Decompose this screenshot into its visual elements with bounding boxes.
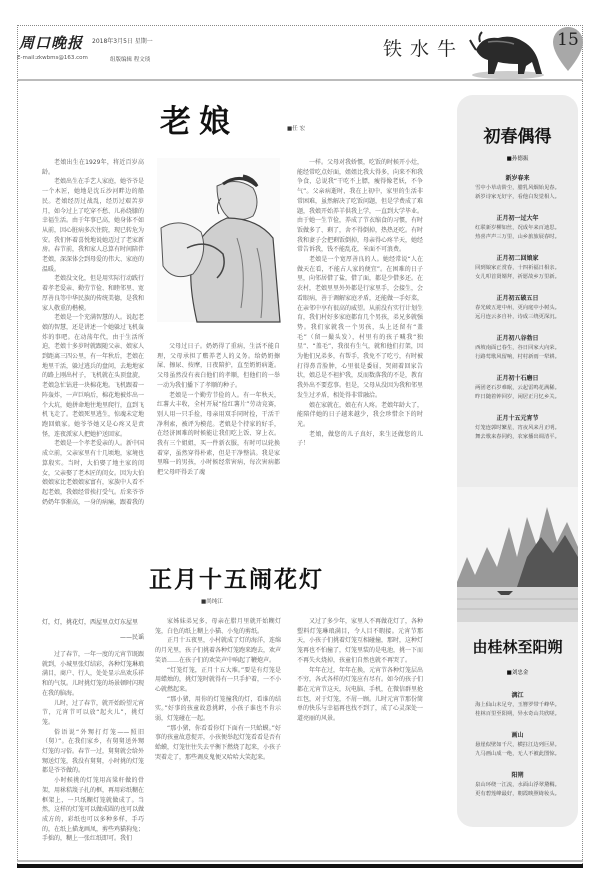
footer-rule — [17, 864, 583, 868]
paragraph: 娘在家就在，娘在有人疼。老娘年龄大了，能陪伴她的日子越来越少，我会珍惜余下的时光。 — [297, 401, 424, 428]
poem-line: 西坡南面已春生，谷日回家大向荣。 — [475, 345, 560, 351]
iron-bull-sculpture-icon — [468, 28, 548, 80]
poem-line: 舞去歌来春同约，农家播出调清平。 — [475, 433, 560, 440]
paragraph: 父母过日子。奶奶得了重病，生活不能自理，父母承担了赡养老人的义务。给奶奶擦屎、擦尿、按摩，日夜陪护，直至奶奶病逝。父母虽然没有表白他们的孝顺，但他们的一举一动为我们播下了孝顺的种子。 — [157, 343, 280, 389]
poem — [457, 293, 578, 321]
poem-set-author: ■刘忠金 — [506, 670, 529, 676]
epigraph-text: 灯，灯，挑花灯，西屋里点灯东屋里 — [42, 619, 139, 626]
poem — [457, 253, 578, 281]
poem-title: 漓江 — [511, 692, 524, 699]
paragraph: 老娘是一个孝老爱亲的人。新中国成立前，父亲家里有十几顷地，家境也算殷实。当时，大伯娶了地主家的闺女，父亲娶了老木匠的闺女。因为大伯娘娘家比老娘娘家富有，家族中人看不起老娘，我娘经常挨打受气。后来爷爷奶奶年事渐高，一身的病痛，跟着我的 — [42, 440, 145, 506]
paragraph: 老娘是一个充满智慧的人。说起老娘的智慧，还是讲述一个她躲过飞机轰炸的事吧。在动荡年代，由于生活所迫，老娘十多岁时就跟随父亲、娘家人到距离三四公里，有一年秋后，老娘在地里干活，躲过逃兵的盘问，去地地家的路上刚出村子，飞机就在头顶盘旋，老娘急忙钻进一块棉花地。飞机跟着一阵轰炸，一声巨响后，棉花地被炸出一个大坑，她拼命地往地里爬行，直到飞机飞走了。老娘死里逃生，惊魂未定地跑回娘家。她爷爷她又是心疼又是责怪，连夜派家人把她护送回家。 — [42, 314, 145, 438]
guilin-landscape-photo — [457, 487, 578, 622]
issue-date: 2018年3月5日 星期一 — [92, 38, 153, 45]
poem-title: 正月初五破五日 — [496, 295, 539, 302]
paragraph: 又过了多少年，家里人不再做花灯了，各种塑料灯笼琳琅满目，令人目不暇接。元宵节那天，小孩子们挑着灯笼互相碰撞，那时，这种灯笼再也不怕撞了，灯笼里装的是电池，挑一下而不再失火烧掉，孩童们自然也就不再哭了。 — [297, 618, 424, 664]
poem — [457, 373, 578, 401]
paragraph: 老娘出生在手艺人家庭，她爷爷是一个木匠，她地是沈丘沙河畔边的船民。老娘经历过战乱，经历过艰苦岁月，如今过上了吃穿不愁、儿孙绕膝的幸福生活。由于年事已高，她身体不如从前，因心脏病多次住院，现已转危为安。我们怀着喜悦地说她迈过了老家新房。春节前，我和家人总算有时间陪伴老娘，深深体会到母爱的伟大、家庭的温暖。 — [42, 178, 145, 273]
poem-line: 春光破五迎中州，更向庭中小树头。 — [475, 305, 560, 311]
paragraph: 过了春节，一年一度的元宵节既跟就到，小城里张灯结彩，各种灯笼琳琅满目，商户、行人，处处显示出欢乐祥和的气氛。儿时挑灯笼的场景顿时闪现在我的脑海。 — [42, 651, 145, 697]
poem-line: 红联新岁柳如丝，况成年来百迪思。 — [475, 225, 560, 231]
header-divider — [17, 79, 583, 81]
paragraph: 俗语说“外甥打灯笼——照旧（舅）”。在我们家乡，有舅舅送外甥灯笼的习俗。春节一过，舅舅就会给外甥送灯笼，我没有舅舅，小时挑的灯笼都是爷爷做的。 — [42, 728, 145, 775]
poem-line: 两团老石岁难眠，云起雷鸣花满稀。 — [475, 385, 560, 391]
paragraph: 老娘，做您的儿子真好，来生还做您的儿子！ — [297, 430, 423, 448]
article-column-3 — [297, 617, 423, 827]
paragraph: 正月十五夜里，小村就成了灯的海洋，连绵的月光里，孩子们挑着各种灯笼跑来跑去，欢声笑语……在孩子们的欢笑声中响起了鞭炮声。 — [155, 637, 282, 664]
poem-line: 女儿叩首贤婿拜，祈愿故乡万里新。 — [475, 273, 560, 280]
poem-title: 正月初一过大年 — [496, 215, 539, 222]
article-column-2 — [157, 342, 280, 502]
poem — [457, 173, 578, 201]
poem-line: 行路莺歌风留响，村村新雨一犁耕。 — [475, 353, 560, 360]
mother-sketch-illustration — [157, 158, 280, 322]
paragraph: 老娘没文化，但是用实际行动践行着孝老爱亲、勤劳节俭、和睦邻里、宽厚善良等中华民族的传统美德，是我和家人敬重的楷模。 — [42, 275, 145, 312]
contact-email: E-mail:zkwbms@163.com — [17, 55, 88, 61]
poem-title: 阳朔 — [511, 772, 524, 779]
poem-line: 远月连云多自补，诗成三绕更深沉。 — [475, 313, 560, 320]
poem — [457, 690, 578, 718]
paragraph: 家姊妹弟兄多，母亲在腊月里就开始糊灯笼，白色的纸上糊上小猫、小兔的剪纸。 — [155, 618, 281, 635]
paragraph: 小时候挑的灯笼用高粱秆做的骨架，用秫秸篾子扎的框，再用彩纸糊在框架上，一只纸糊灯笼就做成了。当然，这样的灯笼可以做成圆的也可以做成方的，彩纸也可以多种多样，手巧的，在纸上描龙画凤，剪些鸡猫狗兔；手拙的，糊上一张红纸即可。我们 — [42, 777, 145, 843]
poem-title: 新岁春来 — [505, 175, 530, 182]
paragraph: 年年在过，年年在换，元宵节各种灯笼层出不穷，各式各样的灯笼应有尽有。如今的孩子们都在元宵节这天，玩电脑、手机，在微信群里抢红包，对于灯笼，不屑一顾。儿时元宵节那份简单的快乐与幸福再也找不到了，成了心灵深处一道亮丽的风景。 — [297, 666, 424, 723]
poem-list — [457, 173, 578, 453]
poem-title: 画山 — [511, 732, 524, 739]
poem-line: 悬崖似壁如千尺，横拄江边列巨屏。 — [475, 742, 560, 748]
poem-line: 灯笼连郭时繁星，宵夜风来月正明。 — [475, 425, 560, 431]
paragraph: 老娘是一个勤劳节俭的人。有一年秋天，红薯大丰收，全村开展“捡红薯片”劳动竞赛，别人用一只手捡，母亲用双手同时捡，干活干净利索，被评为模范。老娘是个持家的好手，在经济困难的时候能让我们吃上饭、穿上衣。我有三个姐姐，买一件新衣服，有时可以轮换着穿，虽然穿得朴素，但是干净整洁。我是家里唯一的男孩，小时候经常害病，每次害病都把父母吓得丢了魂 — [157, 391, 280, 477]
layout-editor: 组版编辑 程文琰 — [110, 57, 151, 63]
footer-divider — [17, 860, 583, 862]
poem — [457, 413, 578, 441]
poem — [457, 213, 578, 241]
poem-line: 回到娘家正赏春，十四祈福日相亲。 — [475, 265, 560, 271]
page-number: 15 — [557, 30, 579, 50]
paragraph: 老娘是一个宽厚善良的人。她经常说“人在做天在看，不能占人家的便宜”。在困难的日子里，向邻居借了盐，借了面，都是少借多还。在农村，老娘里里外外都是行家里手，会接生，会看眼病，善于调解家庭矛盾，还能做一手好菜，在亲邻中享有很高的威望。从前没有实行计划生育，我们村好多家庭都育几个男孩，弟兄多就强势。我们家就我一个男孩，头上还留有“盖毛”（留一撮头发），村里有的孩子喊我“独星”、“盖毛”，我很有生气，就和他们打架，因为他们兄弟多，有帮手，我免不了吃亏，有时被打得鼻青脸肿，心里很是委屈，哭闹着回家告状，娘总是不袒护我，反而数落我的不是，教育我外出不要惹事。但是，父母从没因为我和邻里发生过矛盾，相处得非常融洽。 — [297, 256, 424, 399]
poem-line: 海上仙山未足夸，玉簪罗带千峰华。 — [475, 702, 560, 708]
newspaper-logo: 周口晚报 — [19, 34, 84, 52]
poem — [457, 770, 578, 798]
paragraph: 儿时，过了春节，就开始盼望元宵节，元宵节可以放“起火儿”，挑灯笼。 — [42, 699, 145, 726]
poem-line: 昨日随着钟回岁，闲居正月忆乡关。 — [475, 393, 560, 400]
poem-title: 正月初十石磨日 — [496, 375, 539, 382]
article-column-3 — [297, 158, 423, 498]
poem-set-title: 由桂林至阳朔 — [472, 638, 563, 656]
poem-title: 正月初八谷勃日 — [496, 335, 539, 342]
article-title: 老娘 — [160, 104, 238, 140]
article-column-2 — [155, 617, 281, 827]
poem-line: 桂林百里至阳朔，异水奇山共欣嗟。 — [475, 710, 560, 717]
poem-line: 更有碧莲峰最好，朝霞映照绮妆头。 — [475, 790, 560, 797]
poem-set-author: ■孙德振 — [506, 156, 529, 162]
paragraph: “那小猪，用你的灯笼撞我的灯，看谁的结实。”好事的孩童故意挑衅，小孩子谁也不肯示弱，灯笼碰在一起。 — [155, 695, 281, 723]
paragraph: 老娘出生在1929年，将近百岁高龄。 — [42, 159, 144, 176]
poem-line: 雪中小草动阶尘，腊乳风烟始见春。 — [475, 185, 560, 191]
poem-title: 正月十五元宵节 — [496, 415, 539, 422]
epigraph-source: ——民谣 — [119, 634, 144, 641]
poem-line: 热喜声声三万里，山乡旅旅展春时。 — [475, 233, 560, 240]
poem-line: 泉山环绕一江流，水面山浮翠黛稠。 — [475, 782, 560, 788]
paragraph: “那小猪，你看看你灯下面有一只蛤蟆。”好事的孩童故意捉弄，小孩便举起灯笼看看是否有蛤蟆，灯笼往往失去平衡下燃烧了起来，小孩子哭着走了，那些调皮鬼便又哈哈大笑起来。 — [155, 724, 282, 761]
paragraph: “灯笼灯笼，正月十五大堆。”要是有灯笼是用蜡烛的，挑灯笼时就得有一只手护着，一不小心就燃起来。 — [155, 666, 282, 693]
poem-line: 新岁诗家无好字，看他白发觉相人。 — [475, 193, 560, 200]
paragraph: 一样。父母对我娇惯，吃饭的时候开小灶，能经常吃点好面，姐姐比我大得多，向来不和我争食，总说我“干吃不上膘，瘦得像老妖，不争气”。父亲病逝时，我在上初中，家里的生活非常困难，虽然解决了吃饭问题，但是学费成了难题，我娘开始养羊供我上学，一直到大学毕业。由于她一生节俭，养成了节衣缩食的习惯，有时饭做多了、剩了，舍不得倒掉，热热还吃。有时我和妻子会把剩饭倒掉，母亲得心疼半天，她经常告诉我，钱不能乱花，米面不可浪费。 — [297, 159, 424, 254]
article-column-1 — [42, 158, 145, 506]
poem — [457, 730, 578, 758]
poem — [457, 333, 578, 361]
article-author: ■任 宏 — [287, 126, 305, 132]
poem-set-title: 初春偶得 — [483, 127, 552, 147]
poem-title: 正月初二回娘家 — [496, 255, 539, 262]
article-column-1 — [42, 650, 144, 850]
article-title: 正月十五闹花灯 — [149, 567, 324, 593]
epigraph — [42, 617, 144, 641]
column-name: 铁水牛 — [383, 38, 465, 60]
page-number-badge — [553, 27, 583, 71]
article-author: ■尚纯江 — [201, 599, 223, 605]
poem-line: 九马画山成一绝，无人不被此图惊。 — [475, 750, 560, 757]
poem-list — [457, 690, 578, 810]
